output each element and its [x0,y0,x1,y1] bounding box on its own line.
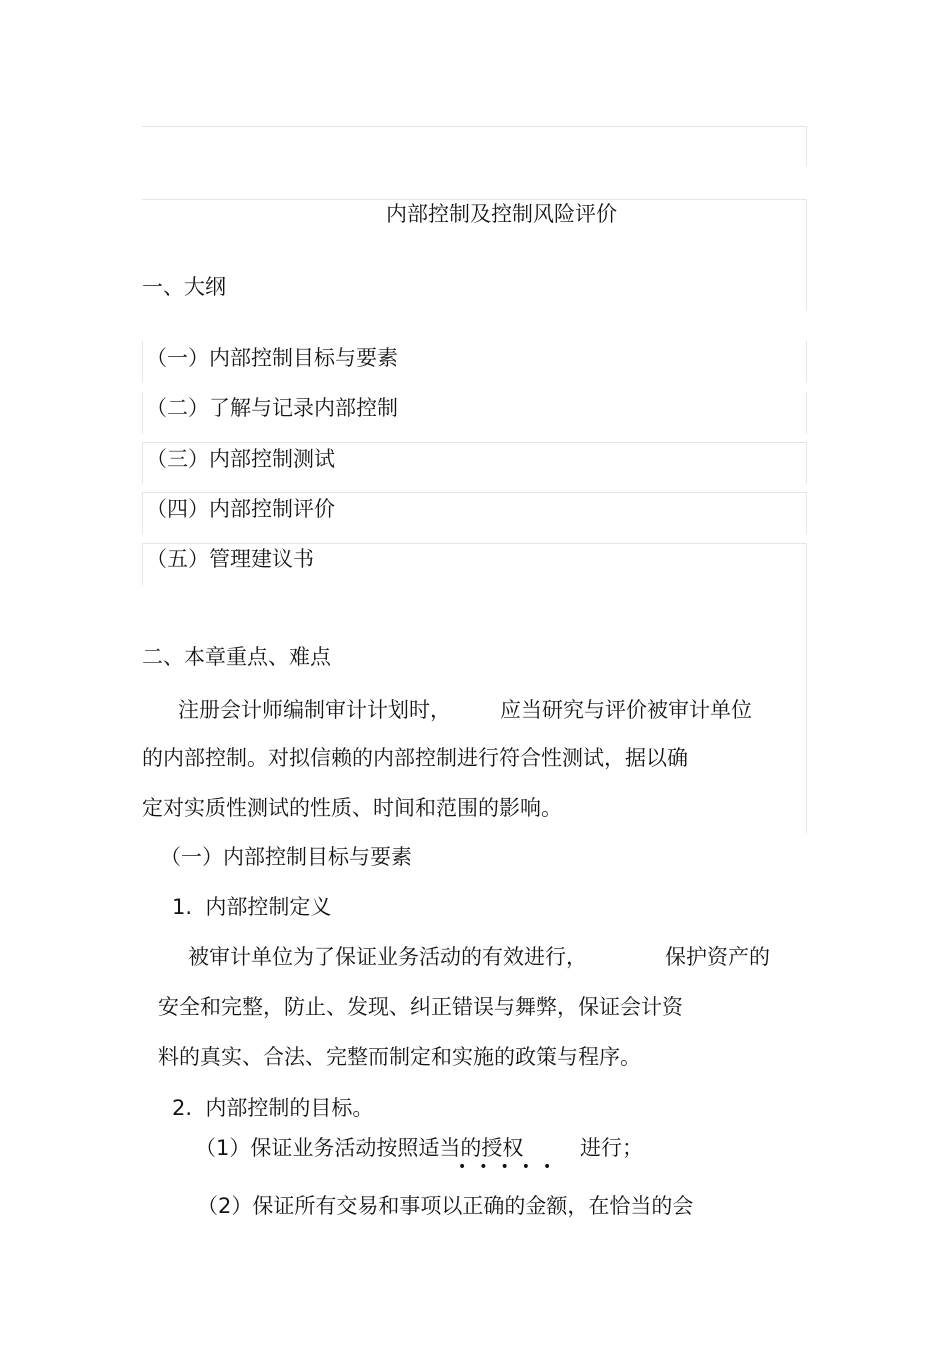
outline-item: （五）管理建议书 [146,547,314,571]
paragraph-line: 应当研究与评价被审计单位 [500,698,752,722]
frame-line [806,442,807,484]
frame-line [142,392,143,434]
frame-line [142,543,807,544]
subsection-heading: （一）内部控制目标与要素 [160,845,412,869]
paragraph-line: 的内部控制。对拟信赖的内部控制进行符合性测试，据以确 [142,746,688,770]
document-title: 内部控制及控制风险评价 [386,202,617,226]
paragraph-line: 注册会计师编制审计计划时， [178,698,451,722]
frame-line [142,492,807,493]
outline-item: （一）内部控制目标与要素 [146,346,398,370]
outline-item: （四）内部控制评价 [146,497,335,521]
frame-line [142,341,143,383]
item-heading-objectives: 2. 内部控制的目标。 [172,1096,374,1120]
frame-line [806,126,807,166]
outline-item: （三）内部控制测试 [146,447,335,471]
paragraph-line: 定对实质性测试的性质、时间和范围的影响。 [142,796,562,820]
frame-line [806,492,807,534]
frame-line [142,126,807,127]
emphasis-dots: ••••• [458,1159,565,1175]
definition-line: 安全和完整，防止、发现、纠正错误与舞弊，保证会计资 [158,995,683,1019]
frame-line [142,492,143,534]
section-heading-key-points: 二、本章重点、难点 [142,645,331,669]
frame-line [806,341,807,383]
section-heading-outline: 一、大纲 [142,275,226,299]
outline-item: （二）了解与记录内部控制 [146,396,398,420]
frame-line [806,392,807,434]
frame-line [142,442,143,484]
frame-line [806,543,807,833]
frame-line [142,543,143,585]
objective-line: （2）保证所有交易和事项以正确的金额，在恰当的会 [197,1194,694,1218]
objective-line-suffix: 进行； [580,1136,643,1160]
definition-line: 保护资产的 [665,945,770,969]
definition-line: 被审计单位为了保证业务活动的有效进行， [188,945,587,969]
objective-line: （1）保证业务活动按照适当的授权 [195,1136,524,1160]
frame-line [142,442,807,443]
frame-line [806,199,807,311]
item-heading-definition: 1. 内部控制定义 [172,895,332,919]
definition-line: 料的真实、合法、完整而制定和实施的政策与程序。 [158,1045,641,1069]
